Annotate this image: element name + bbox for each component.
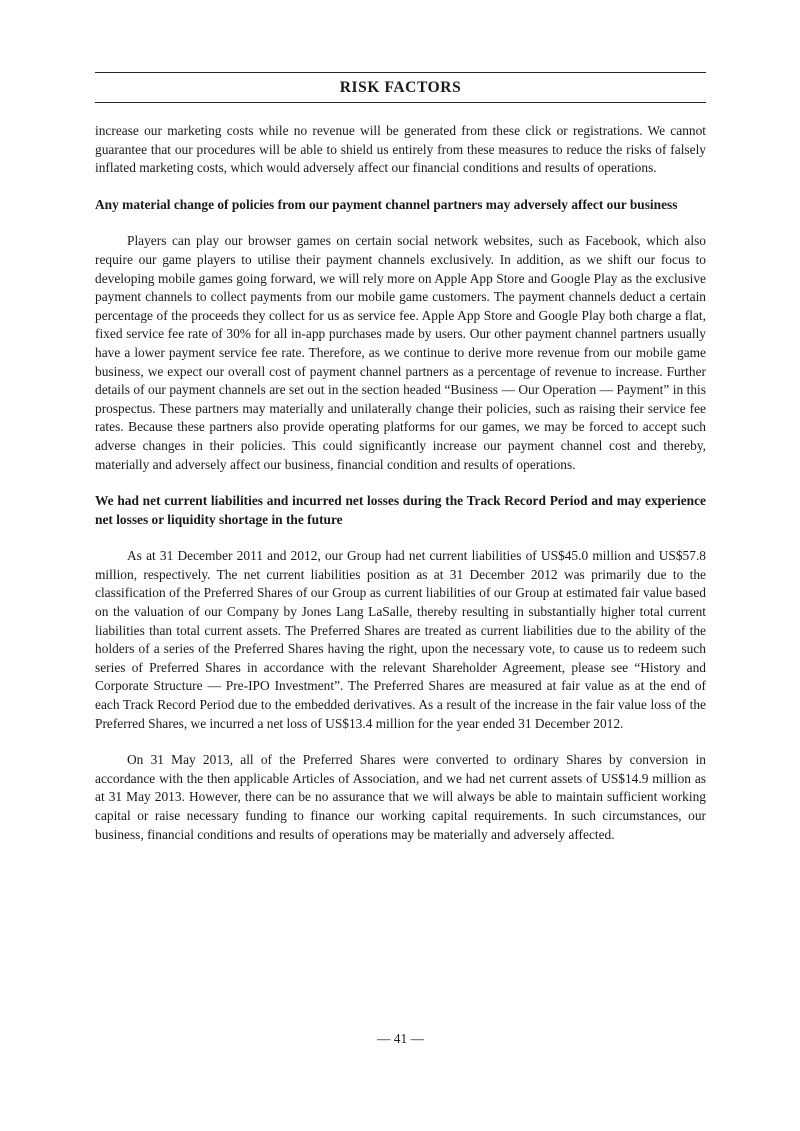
paragraph-continuation: increase our marketing costs while no revenue will be generated from these click or registrations. We cannot guarantee that our procedures will be able to shield us entirely from these measures to reduce the risks of falsely inflated marketing costs, which would adversely affect our financial conditions and results of operations.	[95, 123, 706, 176]
page-number: — 41 —	[377, 1031, 424, 1046]
section-heading-payment-channels: Any material change of policies from our payment channel partners may adversely affect our business	[95, 196, 678, 212]
section-heading-net-liabilities: We had net current liabilities and incurred net losses during the Track Record Period and may experience net losses or liquidity shortage in the future	[95, 493, 706, 527]
header-rule-bottom	[95, 102, 706, 103]
page-title: RISK FACTORS	[339, 79, 462, 96]
header-rule-top	[95, 72, 706, 73]
paragraph-preferred-shares-conversion: On 31 May 2013, all of the Preferred Shares were converted to ordinary Shares by conversion in accordance with the then applicable Articles of Association, and we had net current assets of US$14.9 million as at 31 May 2013. However, there can be no assurance that we will always be able to maintain sufficient working capital or raise necessary funding to finance our working capital requirements. In such circumstances, our business, financial conditions and results of operations may be materially and adversely affected.	[95, 752, 706, 842]
paragraph-net-liabilities: As at 31 December 2011 and 2012, our Group had net current liabilities of US$45.0 million and US$57.8 million, respectively. The net current liabilities position as at 31 December 2012 was primarily due to the classification of the Preferred Shares of our Group as current liabilities of our Group at estimated fair value based on the valuation of our Company by Jones Lang LaSalle, thereby resulting in substantially higher total current liabilities than total current assets. The Preferred Shares are treated as current liabilities due to the ability of the holders of a series of the Preferred Shares having the right, upon the necessary vote, to cause us to redeem such series of Preferred Shares in accordance with the relevant Shareholder Agreement, please see “History and Corporate Structure — Pre-IPO Investment”. The Preferred Shares are measured at fair value as at the end of each Track Record Period due to the embedded derivatives. As a result of the increase in the fair value loss of the Preferred Shares, we incurred a net loss of US$13.4 million for the year ended 31 December 2012.	[95, 548, 706, 731]
paragraph-payment-channels: Players can play our browser games on certain social network websites, such as Facebook, which also require our game players to utilise their payment channels exclusively. In addition, as we shift our focus to developing mobile games going forward, we will rely more on Apple App Store and Google Play as the exclusive payment channels to collect payments from our mobile game customers. The payment channels deduct a certain percentage of the proceeds they collect for us as service fee. Apple App Store and Google Play both charge a flat, fixed service fee rate of 30% for all in-app purchases made by users. Our other payment channel partners usually have a lower payment service fee rate. Therefore, as we continue to derive more revenue from our mobile game business, we expect our overall cost of payment channel partners as a percentage of revenue to increase. Further details of our payment channels are set out in the section headed “Business — Our Operation — Payment” in this prospectus. These partners may materially and unilaterally change their policies, such as raising their service fee rates. Because these partners also provide operating platforms for our games, we may be forced to accept such adverse changes in their policies. This could significantly increase our payment channel cost and thereby, materially and adversely affect our business, financial condition and results of operations.	[95, 233, 706, 472]
body-content	[95, 122, 706, 844]
